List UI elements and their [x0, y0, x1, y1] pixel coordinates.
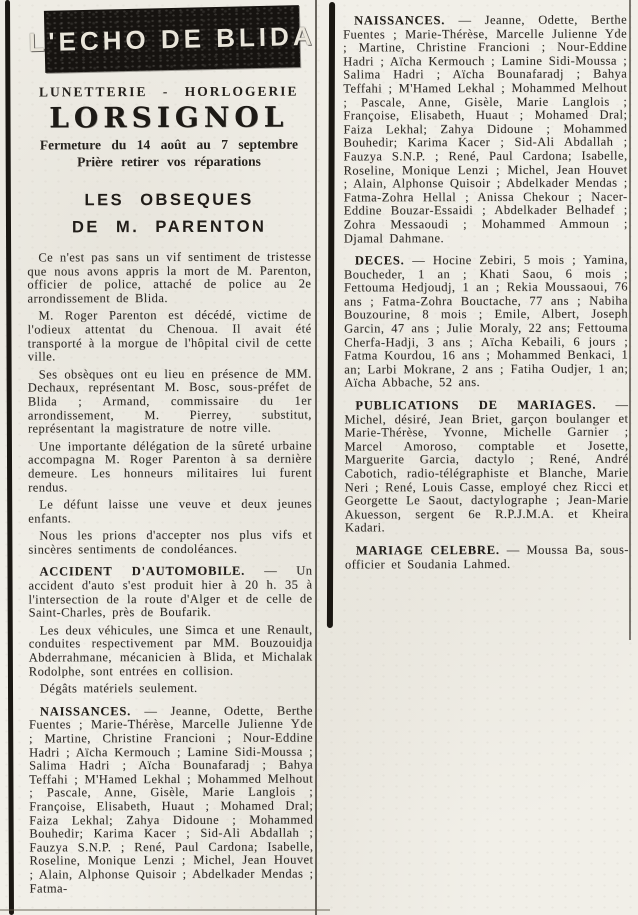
obituary-paragraph-4: Une importante délégation de la sûreté urbaine accompagna M. Roger Parenton à sa dernière demeure. Les honneurs militaires lui furent rendus.: [28, 438, 313, 494]
section-deces: [344, 254, 628, 391]
section-accident: [28, 565, 312, 620]
obituary-paragraph-2: M. Roger Parenton est décédé, victime de l'odieux attentat du Chenoua. Il avait été transporté à la morgue de l'hôpital civil de cette ville.: [27, 307, 312, 364]
advert-category-line: LUNETTERIE - HORLOGERIE: [38, 83, 299, 100]
masthead-box: [28, 5, 316, 73]
section-naissances-left: [29, 704, 314, 895]
section-publications-mariages-lead: PUBLICATIONS DE MARIAGES.: [355, 397, 597, 413]
section-accident-lead: ACCIDENT D'AUTOMOBILE.: [39, 564, 246, 579]
section-naissances-right-lead: NAISSANCES.: [354, 13, 446, 28]
bottom-edge-rule: [0, 909, 330, 911]
obituary-paragraph-5: Le défunt laisse une veuve et deux jeunes enfants.: [28, 496, 313, 526]
section-mariage-celebre: [345, 543, 629, 571]
left-column: [26, 0, 316, 900]
masthead-title: L'ECHO DE BLIDA: [28, 20, 316, 57]
obituary-headline-line2: DE M. PARENTON: [71, 217, 267, 237]
right-column: [343, 4, 629, 576]
section-naissances-right: [343, 14, 628, 246]
advert-closure-line: Fermeture du 14 août au 7 septembre: [39, 136, 299, 153]
advert-lorsignol: [27, 84, 311, 171]
section-naissances-left-lead: NAISSANCES.: [39, 703, 132, 719]
right-border-rule: [629, 0, 631, 640]
section-naissances-right-text: — Jeanne, Odette, Berthe Fuentes ; Marie-Thérèse, Marcelle Julienne Yde ; Martine, Christine Francioni ; Nour-Eddine Hadri ; Aïcha Kermouch ; Lamine Sidi-Moussa ; Salima Hadri ; Aïcha Bounafaradj ; Bahya Teffahi ; M'Hamed Lekhal ; Mohammed Melhout ; Pascale, Anne, Gisèle, Marie Langlois ; Françoise, Elisabeth, Huaut ; Mohamed Dral; Faiza Lekhal; Zahya Didoune ; Mohammed Bouhedir; Karima Kacer ; Sid-Ali Abdallah ; Fauzya S.N.P. ; René, Paul Cardona; Isabelle, Roseline, Monique Lenzi ; Michel, Jean Houvet ; Alain, Alphonse Quisoir ; Abdelkader Mendas ; Fatma-Zohra Hellal ; Anissa Chekour ; Nacer-Eddine Bouzar-Essaidi ; Abdelkader Belhadef ; Zohra Messaoudi ; Mohammed Ammoun ; Djamal Dahmane.: [343, 12, 628, 245]
obituary-paragraph-3: Ses obsèques ont eu lieu en présence de MM. Dechaux, représentant M. Bosc, sous-préfet de Blida ; Armand, commissaire du 1er arrondissement, M. Pierrey, substitut, représentant la magistrature de notre ville.: [27, 366, 312, 436]
advert-notice-line: Prière retirer vos réparations: [77, 153, 261, 170]
obituary-headline-line1: LES OBSEQUES: [84, 190, 254, 210]
accident-paragraph-2: Les deux véhicules, une Simca et une Renault, conduites respectivement par MM. Bouzouidja Abderrahmane, mécanicien à Blida, et Michalak Rodolphe, sont entrées en collision.: [28, 622, 313, 679]
advert-shop-name: LORSIGNOL: [49, 100, 289, 135]
section-publications-mariages-text: — Michel, désiré, Jean Briet, garçon boulanger et Marie-Thérèse, Yvonne, Michelle Garnier ; Marcel Amoroso, comptable et Josette, Marguerite Garcia, dactylo ; René, André Cabotich, radio-télégraphiste et Blanche, Marie Neri ; René, Louis Casse, employé chez Ricci et Georgette Le Saout, dactylographe ; Jean-Marie Akuesson, sergent 6e R.P.J.M.A. et Kheira Kadari.: [344, 397, 629, 535]
obituary-headline: [27, 187, 311, 242]
accident-paragraph-3: Dégâts matériels seulement.: [39, 681, 198, 696]
left-border-rule: [5, 0, 14, 915]
section-accident-text: — Un accident d'auto s'est produit hier à 20 h. 35 à l'intersection de la route d'Alger et de celle de Saint-Charles, près de Boufarik.: [28, 563, 313, 620]
section-deces-lead: DECES.: [354, 253, 405, 268]
obituary-paragraph-1: Ce n'est pas sans un vif sentiment de tristesse que nous avons appris la mort de M. Parenton, officier de police, attaché de police au 2e arrondissement de Blida.: [27, 249, 312, 306]
section-mariage-celebre-lead: MARIAGE CELEBRE.: [355, 542, 500, 558]
column-divider-heavy-rule: [327, 2, 335, 628]
section-publications-mariages: [344, 399, 628, 536]
section-mariage-celebre-text: — Moussa Ba, sous-officier et Soudania Lahmed.: [344, 542, 629, 572]
section-naissances-left-text: — Jeanne, Odette, Berthe Fuentes ; Marie-Thérèse, Marcelle Julienne Yde ; Martine, Christine Francioni ; Nour-Eddine Hadri ; Aïcha Kermouch ; Lamine Sidi-Moussa ; Salima Hadri ; Aïcha Bounafaradj ; Bahya Teffahi ; M'Hamed Lekhal ; Mohammed Melhout ; Pascale, Anne, Gisèle, Marie Langlois ; Françoise, Elisabeth, Huaut ; Mohamed Dral; Faiza Lekhal; Zahya Didoune ; Mohammed Bouhedir; Karima Kacer ; Sid-Ali Abdallah ; Fauzya S.N.P. ; René, Paul Cardona; Isabelle, Roseline, Monique Lenzi ; Michel, Jean Houvet ; Alain, Alphonse Quisoir ; Abdelkader Mendas ; Fatma-: [28, 703, 314, 896]
section-deces-text: — Hocine Zebiri, 5 mois ; Yamina, Boucheder, 1 an ; Khati Saou, 6 mois ; Fettouma Hedjoudj, 1 an ; Rekia Moussaoui, 76 ans ; Fatma-Zohra Bouctache, 77 ans ; Nabiha Bouzourine, 8 mois ; Emile, Albert, Joseph Garcin, 47 ans ; Julie Moraly, 22 ans; Fettouma Cherfa-Hadji, 3 ans ; Aïcha Kebaili, 6 jours ; Fatma Kourdou, 16 ans ; Mohammed Benkaci, 1 an; Larbi Mokrane, 2 ans ; Fatiha Oudjer, 1 an; Aïcha Abbache, 52 ans.: [343, 252, 629, 390]
column-divider-thin-rule: [315, 0, 317, 915]
obituary-paragraph-6: Nous les prions d'accepter nos plus vifs et sincères sentiments de condoléances.: [28, 527, 313, 557]
